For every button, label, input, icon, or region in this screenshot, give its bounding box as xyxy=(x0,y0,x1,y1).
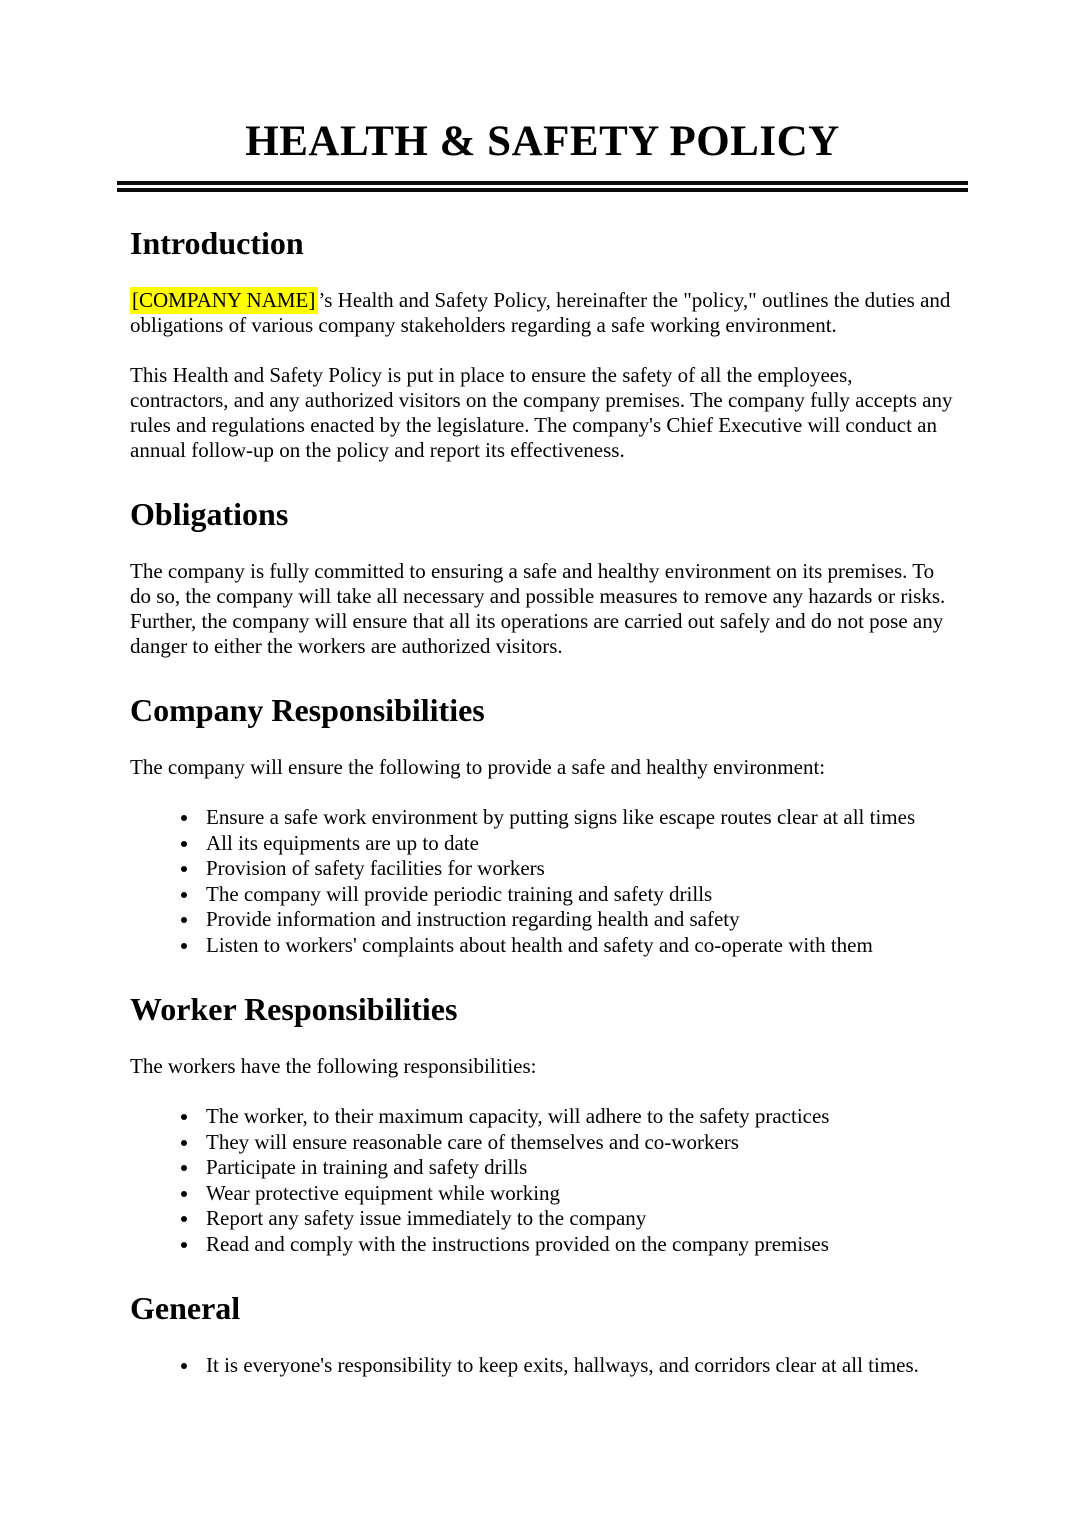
list-item: • Ensure a safe work environment by putting signs like escape routes clear at all times xyxy=(200,805,955,831)
worker-responsibilities-intro: The workers have the following responsibilities: xyxy=(130,1054,537,1078)
document-title: HEALTH & SAFETY POLICY xyxy=(245,118,840,165)
company-responsibilities-list xyxy=(130,805,955,958)
list-item: • All its equipments are up to date xyxy=(200,831,955,857)
section-company-responsibilities xyxy=(130,692,955,958)
section-general xyxy=(130,1290,955,1379)
general-list xyxy=(130,1353,955,1379)
list-item: • Provision of safety facilities for workers xyxy=(200,856,955,882)
obligations-paragraph: The company is fully committed to ensuring a safe and healthy environment on its premises. To do so, the company will take all necessary and possible measures to remove any hazards or risks. Further, the company will ensure that all its operations are carried out safely and do not pose any danger to either the workers are authorized visitors. xyxy=(130,559,946,658)
obligations-heading: Obligations xyxy=(130,496,289,532)
section-obligations xyxy=(130,496,955,659)
list-item: • The company will provide periodic training and safety drills xyxy=(200,882,955,908)
introduction-paragraph-1 xyxy=(130,288,955,338)
list-item: • Provide information and instruction regarding health and safety xyxy=(200,907,955,933)
list-item: • They will ensure reasonable care of themselves and co-workers xyxy=(200,1130,955,1156)
general-heading: General xyxy=(130,1290,241,1326)
introduction-paragraph-2: This Health and Safety Policy is put in place to ensure the safety of all the employees, contractors, and any authorized visitors on the company premises. The company fully accepts any rules and regulations enacted by the legislature. The company's Chief Executive will conduct an annual follow-up on the policy and report its effectiveness. xyxy=(130,363,953,462)
introduction-paragraph-1-text: ’s Health and Safety Policy, hereinafter the "policy," outlines the duties and obligations of various company stakeholders regarding a safe working environment. xyxy=(130,288,951,337)
worker-responsibilities-list xyxy=(130,1104,955,1257)
list-item: • Listen to workers' complaints about health and safety and co-operate with them xyxy=(200,933,955,959)
introduction-heading: Introduction xyxy=(130,225,304,261)
section-introduction xyxy=(130,225,955,463)
list-item: • The worker, to their maximum capacity, will adhere to the safety practices xyxy=(200,1104,955,1130)
company-name-placeholder: [COMPANY NAME] xyxy=(130,287,318,314)
list-item: • Participate in training and safety drills xyxy=(200,1155,955,1181)
company-responsibilities-heading: Company Responsibilities xyxy=(130,692,485,728)
company-responsibilities-intro: The company will ensure the following to provide a safe and healthy environment: xyxy=(130,755,826,779)
list-item: • Wear protective equipment while working xyxy=(200,1181,955,1207)
section-worker-responsibilities xyxy=(130,991,955,1257)
title-divider xyxy=(117,181,968,192)
list-item: • Report any safety issue immediately to the company xyxy=(200,1206,955,1232)
worker-responsibilities-heading: Worker Responsibilities xyxy=(130,991,458,1027)
list-item: • Read and comply with the instructions provided on the company premises xyxy=(200,1232,955,1258)
list-item: • It is everyone's responsibility to keep exits, hallways, and corridors clear at all times. xyxy=(200,1353,955,1379)
